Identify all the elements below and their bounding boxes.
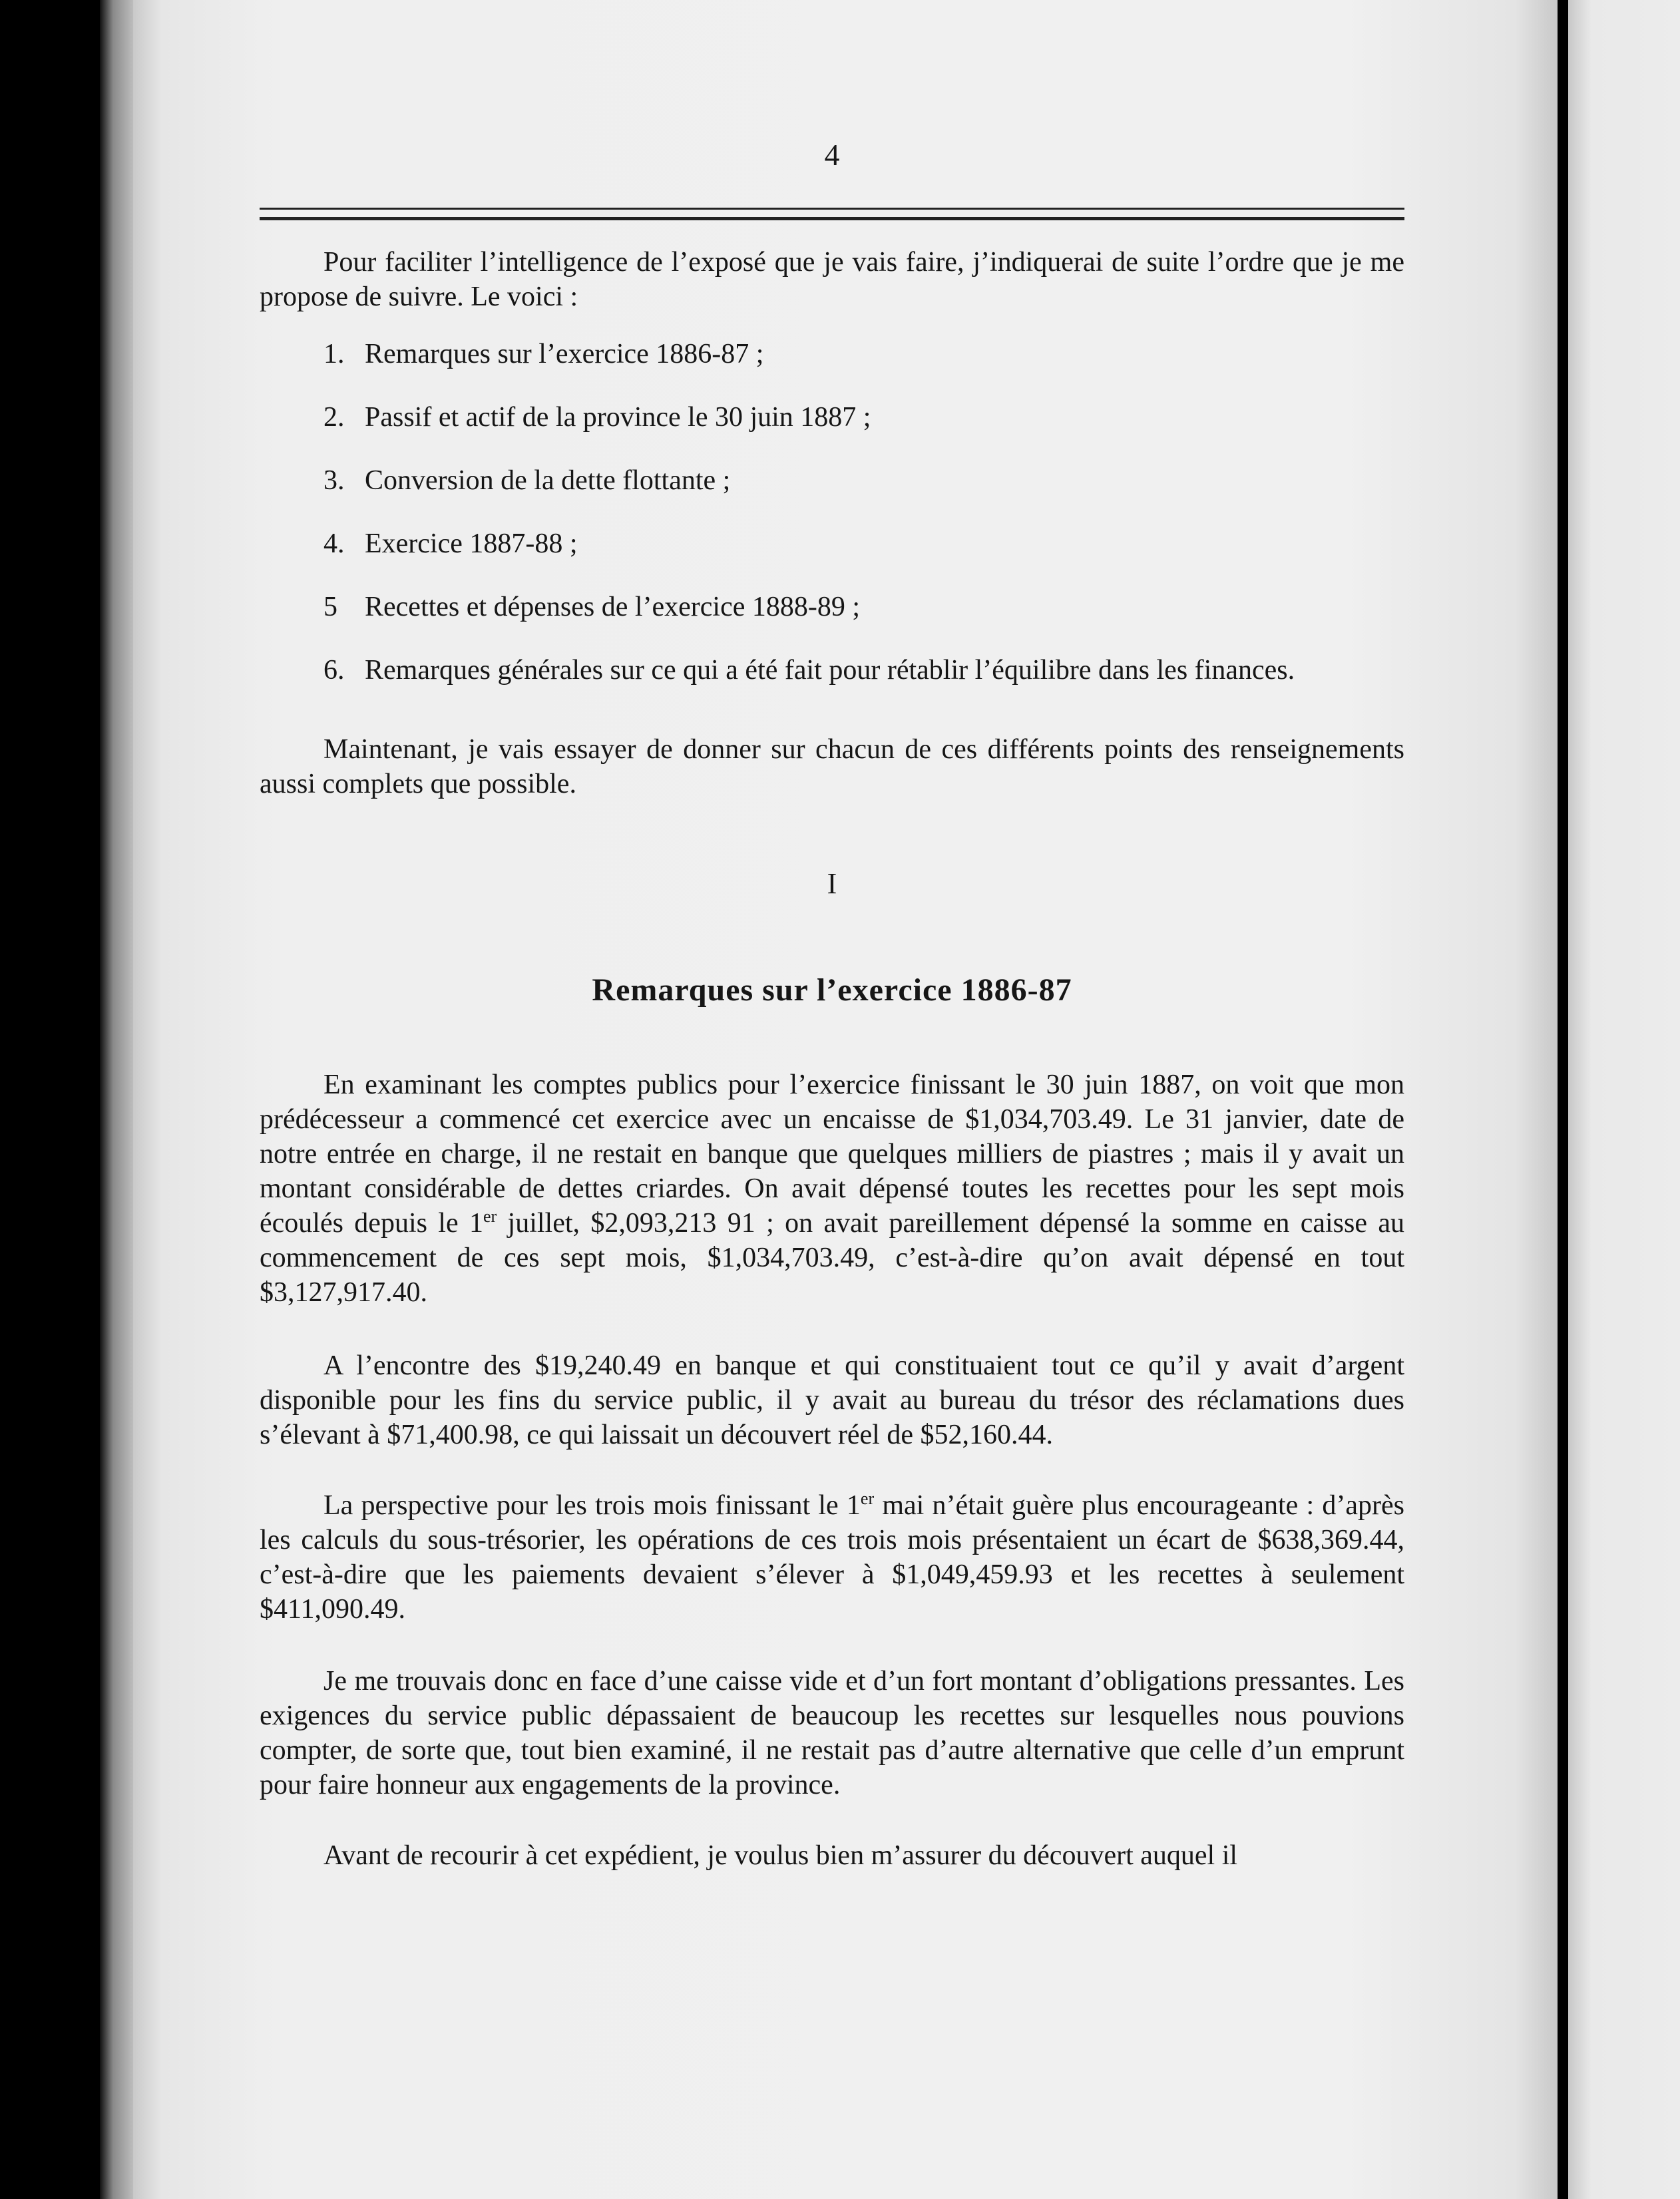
binding-edge (100, 0, 133, 2199)
paragraph-text: juillet, $2,093,213 91 ; on avait pareillement dépensé la somme en caisse au commencement de ces sept mois, $1,034,703.49, c’est-à-dire qu’on avait dépensé en tout $3,127,917.40. (260, 1208, 1404, 1308)
plan-item-text: Remarques sur l’exercice 1886-87 ; (365, 339, 764, 369)
adjacent-page-edge (1563, 0, 1680, 2199)
header-rule-top (260, 208, 1404, 210)
paragraph-decouvert: A l’encontre des $19,240.49 en banque et qui constituaient tout ce qu’il y avait d’argent disponible pour les fins du service public, il y avait au bureau du trésor des réclamations dues s’élevant à $71,400.98, ce qui laissait un découvert réel de $52,160.44. (260, 1350, 1404, 1450)
paragraph-perspective (260, 1488, 1404, 1627)
paragraph-text: mai n’était guère plus encourageante : d’après les calculs du sous-trésorier, les opérations de ces trois mois présentaient un écart de $638,369.44, c’est-à-dire que les paiements devaient s’élever à $1,049,459.93 et les recettes à seulement $411,090.49. (260, 1490, 1404, 1625)
maintenant-paragraph: Maintenant, je vais essayer de donner sur chacun de ces différents points des renseignements aussi complets que possible. (260, 734, 1404, 799)
paragraph-encaisse (260, 1068, 1404, 1310)
paragraph-expedient: Avant de recourir à cet expédient, je voulus bien m’assurer du découvert auquel il (323, 1840, 1238, 1871)
document-page (133, 0, 1558, 2199)
intro-paragraph: Pour faciliter l’intelligence de l’exposé que je vais faire, j’indiquerai de suite l’ordre que je me propose de suivre. Le voici : (260, 247, 1404, 312)
paragraph-text: En examinant les comptes publics pour l’exercice finissant le 30 juin 1887, on voit que mon prédécesseur a commencé cet exercice avec un encaisse de $1,034,703.49. Le 31 janvier, date de notre entrée en charge, il ne restait en banque que quelques milliers de piastres ; mais il y avait un montant considérable de dettes criardes. On avait dépensé toutes les recettes pour les sept mois écoulés depuis le 1 (260, 1070, 1404, 1239)
plan-item (323, 526, 1404, 590)
page-number: 4 (824, 138, 840, 172)
plan-item-number: 4. (323, 528, 345, 559)
plan-item (323, 463, 1404, 526)
plan-item-number: 6. (323, 655, 345, 686)
plan-item-text: Recettes et dépenses de l’exercice 1888-89 ; (365, 592, 861, 622)
plan-item-number: 1. (323, 339, 345, 369)
paragraph-emprunt: Je me trouvais donc en face d’une caisse vide et d’un fort montant d’obligations pressantes. Les exigences du service public dépassaient de beaucoup les recettes sur lesquelles nous pouvions compter, de sorte que, tout bien examiné, il ne restait pas d’autre alternative que celle d’un emprunt pour faire honneur aux engagements de la province. (260, 1666, 1404, 1800)
plan-item (323, 590, 1404, 653)
section-title: Remarques sur l’exercice 1886-87 (592, 972, 1072, 1008)
header-rule-bottom (260, 217, 1404, 220)
plan-item-number: 5 (323, 592, 337, 622)
plan-item (323, 400, 1404, 463)
plan-item-number: 3. (323, 465, 345, 496)
paragraph-text: La perspective pour les trois mois finissant le 1 (323, 1490, 861, 1521)
plan-item-text: Exercice 1887-88 ; (365, 528, 578, 559)
plan-item-text: Conversion de la dette flottante ; (365, 465, 731, 496)
plan-item (323, 653, 1404, 716)
plan-list (323, 337, 1404, 716)
plan-item-number: 2. (323, 402, 345, 433)
plan-item (323, 337, 1404, 400)
plan-item-text: Remarques générales sur ce qui a été fait pour rétablir l’équilibre dans les finances. (365, 655, 1295, 686)
section-number: I (827, 867, 837, 900)
superscript: er (860, 1489, 875, 1508)
superscript: er (483, 1207, 497, 1226)
plan-item-text: Passif et actif de la province le 30 juin 1887 ; (365, 402, 871, 433)
